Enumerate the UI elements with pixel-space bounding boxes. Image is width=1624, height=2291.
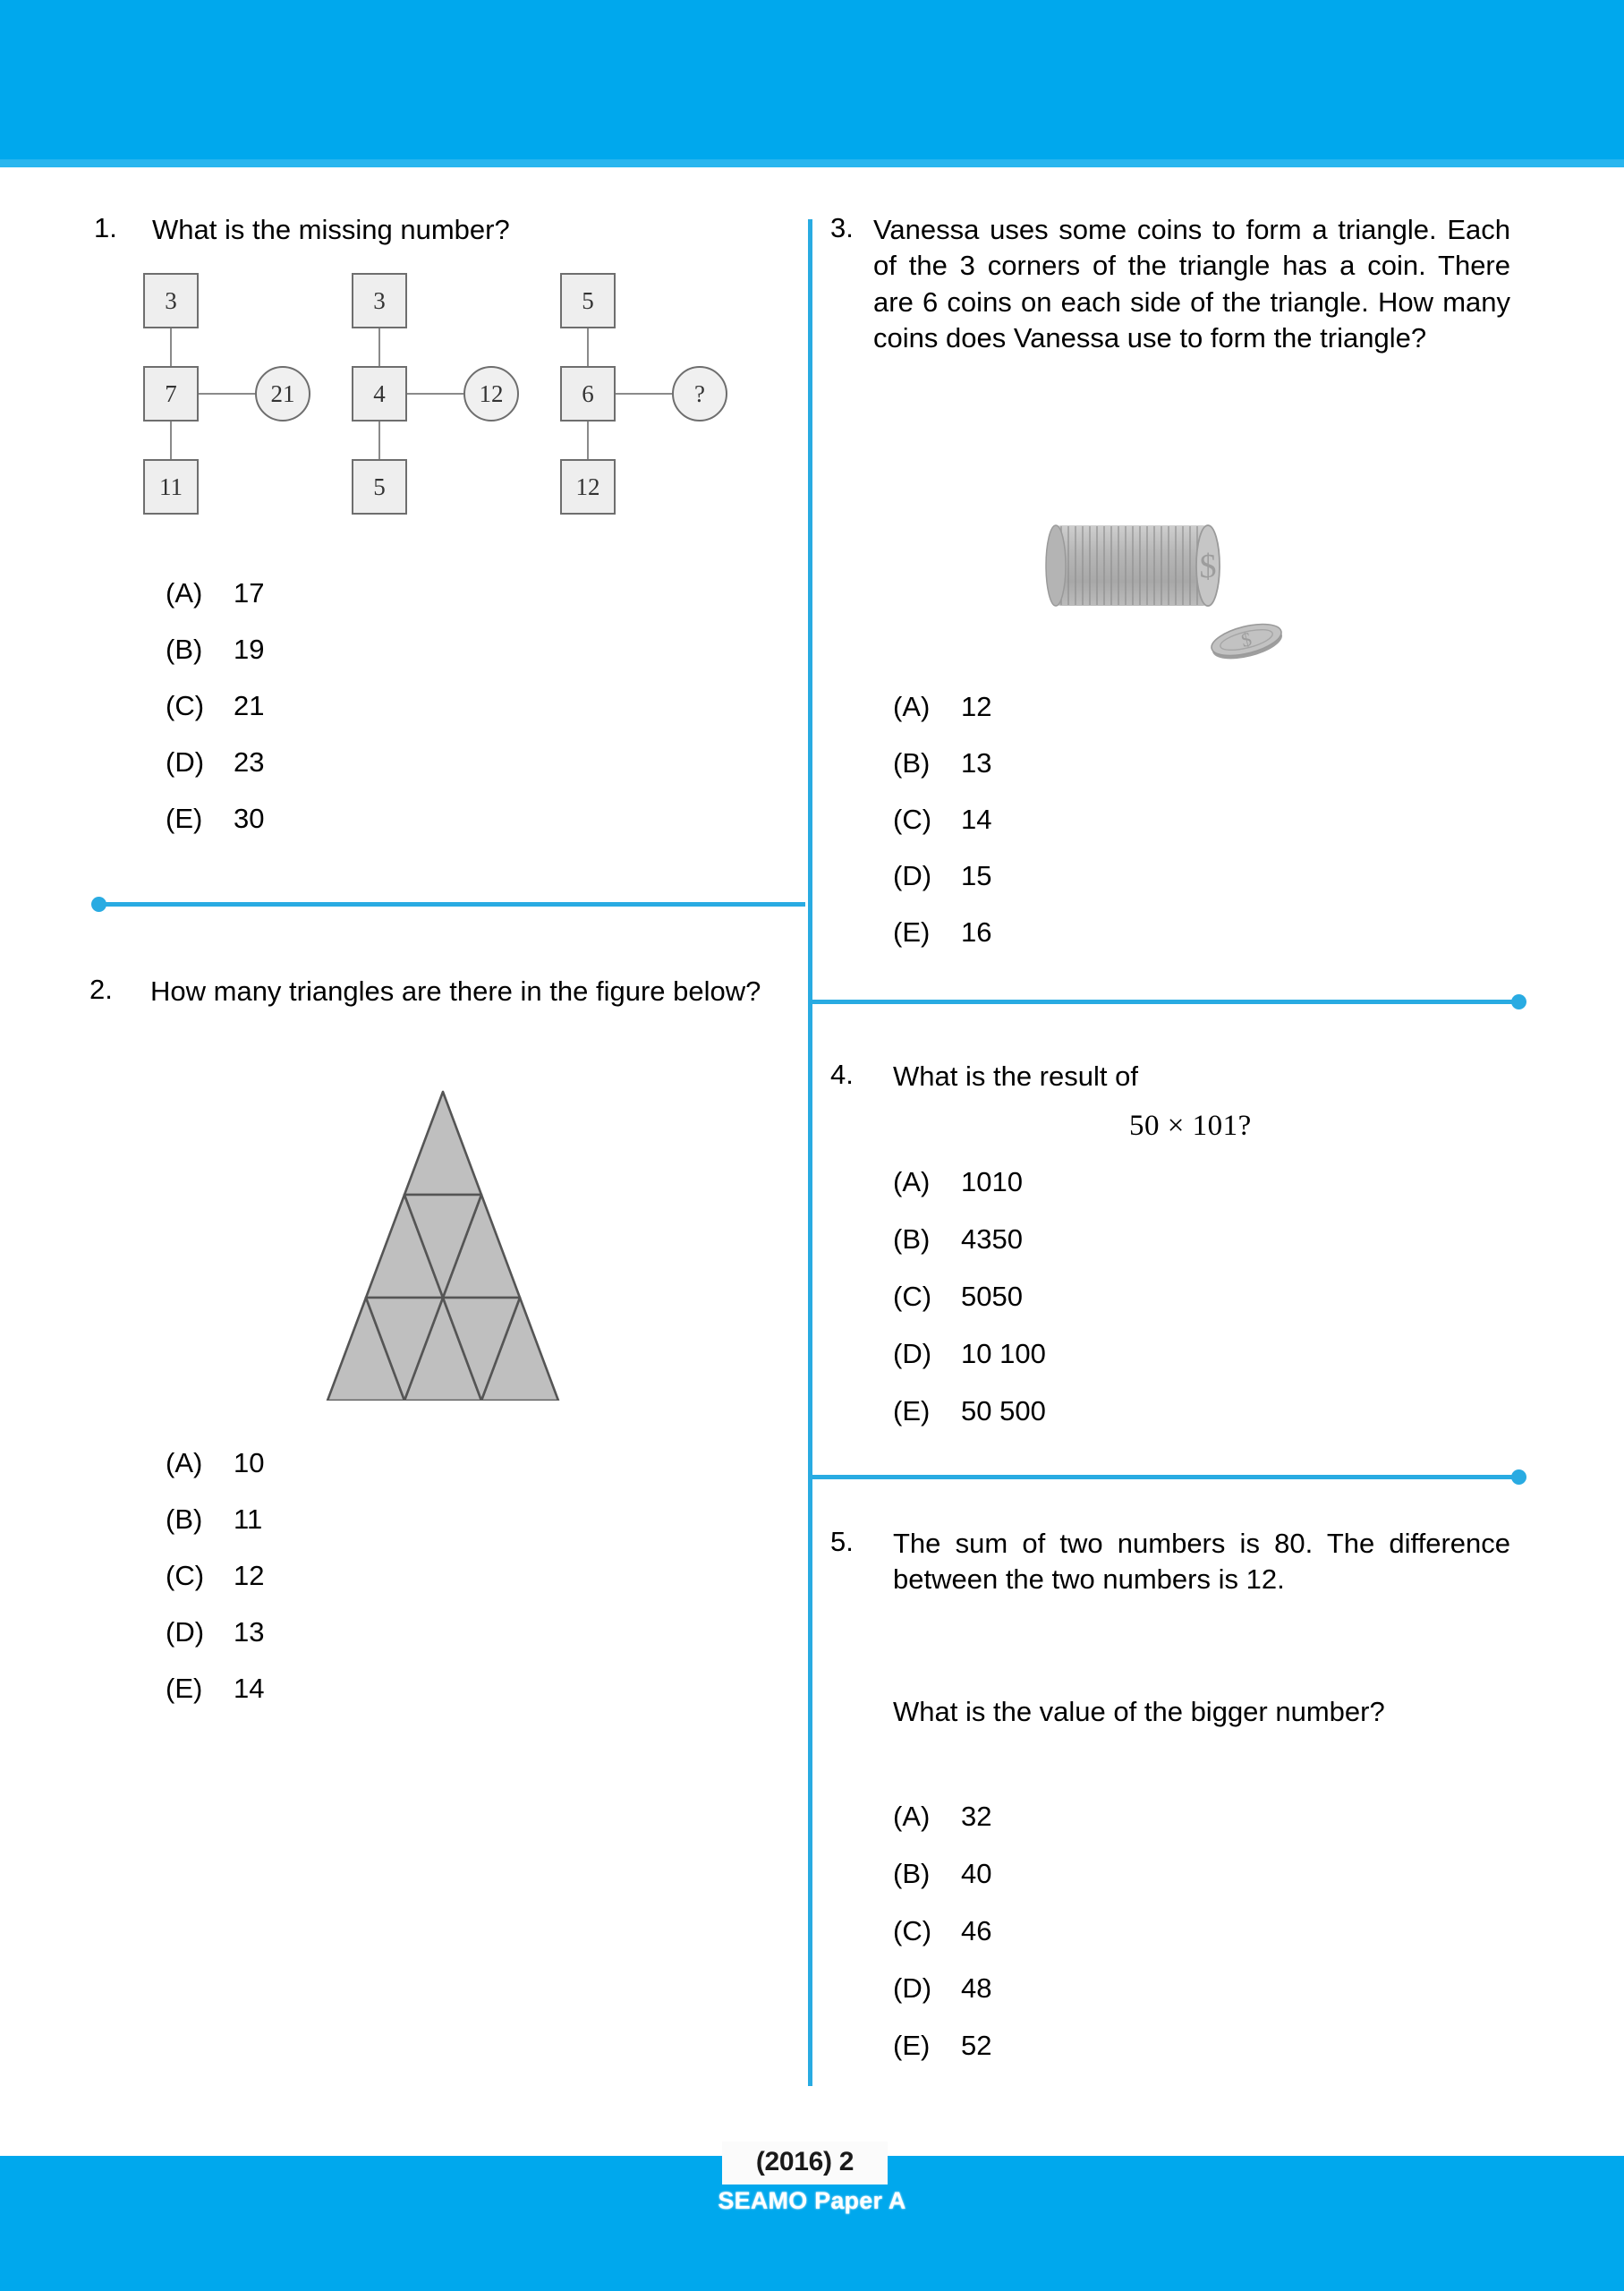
diagram-connector — [170, 422, 172, 459]
option-value: 17 — [234, 577, 265, 609]
option-row[interactable] — [893, 1801, 991, 1858]
diagram-connector — [616, 393, 672, 395]
separator-left-1 — [94, 902, 805, 907]
diagram-connector — [587, 422, 589, 459]
question-4-number: 4. — [830, 1059, 854, 1090]
diagram-box-bottom-3: 12 — [560, 459, 616, 515]
question-2-options — [166, 1447, 264, 1729]
option-value: 21 — [234, 690, 265, 721]
option-row[interactable] — [893, 1858, 991, 1915]
option-value: 5050 — [961, 1281, 1023, 1312]
option-label: (D) — [893, 860, 932, 891]
option-row[interactable] — [166, 1616, 264, 1673]
option-value: 32 — [961, 1801, 992, 1832]
question-5 — [830, 1526, 1510, 1598]
option-value: 52 — [961, 2030, 992, 2061]
option-value: 30 — [234, 803, 265, 834]
option-row[interactable] — [893, 1972, 991, 2030]
option-label: (E) — [893, 1395, 931, 1427]
top-banner — [0, 0, 1624, 159]
separator-right-2 — [812, 1475, 1524, 1479]
diagram-circle-2: 12 — [463, 366, 519, 422]
option-label: (E) — [166, 803, 203, 834]
column-divider — [808, 219, 812, 2086]
option-row[interactable] — [166, 634, 264, 690]
option-value: 19 — [234, 634, 265, 665]
option-label: (A) — [166, 577, 203, 609]
option-row[interactable] — [166, 803, 264, 859]
diagram-connector — [587, 328, 589, 366]
footer-paper-title: SEAMO Paper A — [718, 2187, 906, 2214]
option-label: (D) — [166, 746, 205, 778]
option-label: (C) — [166, 1560, 205, 1591]
subdivided-triangle-svg — [251, 1078, 635, 1401]
option-row[interactable] — [166, 577, 264, 634]
option-value: 16 — [961, 916, 992, 948]
diagram-connector — [407, 393, 463, 395]
coin-stack-svg — [1020, 506, 1306, 667]
question-1-figure — [143, 273, 769, 515]
option-row[interactable] — [166, 1560, 264, 1616]
question-3-text: Vanessa uses some coins to form a triangle. Each of the 3 corners of the triangle has a coin. There are 6 coins on each side of the triangle. How many coins does Vanessa use to form the triangle? — [873, 214, 1510, 353]
option-row[interactable] — [166, 1447, 264, 1503]
option-value: 14 — [961, 804, 992, 835]
option-value: 12 — [961, 691, 992, 722]
question-3-options — [893, 691, 991, 973]
option-value: 13 — [961, 747, 992, 779]
question-2-figure — [251, 1078, 635, 1401]
question-4-header — [830, 1059, 1510, 1094]
top-banner-underline — [0, 159, 1624, 167]
option-label: (E) — [893, 916, 931, 948]
option-label: (B) — [166, 634, 203, 665]
separator-right-1 — [812, 1000, 1524, 1004]
option-row[interactable] — [166, 746, 264, 803]
option-label: (C) — [893, 1281, 932, 1312]
option-label: (B) — [893, 747, 931, 779]
triangle-cell — [404, 1092, 481, 1195]
diagram-circle-3: ? — [672, 366, 727, 422]
question-3-number: 3. — [830, 212, 854, 243]
question-2-text: How many triangles are there in the figure below? — [150, 975, 761, 1007]
question-5-text-secondary: What is the value of the bigger number? — [893, 1696, 1385, 1727]
diagram-box-top-3: 5 — [560, 273, 616, 328]
option-label: (A) — [893, 1166, 931, 1197]
option-value: 50 500 — [961, 1395, 1046, 1427]
option-value: 1010 — [961, 1166, 1023, 1197]
question-4 — [830, 1059, 1510, 1094]
question-2-header — [89, 974, 769, 1009]
option-label: (B) — [893, 1223, 931, 1255]
question-2-number: 2. — [89, 974, 113, 1005]
option-label: (A) — [893, 1801, 931, 1832]
diagram-connector — [378, 422, 380, 459]
option-label: (D) — [166, 1616, 205, 1648]
footer-page-number: (2016) 2 — [755, 2147, 855, 2176]
option-value: 40 — [961, 1858, 992, 1889]
diagram-box-middle-3: 6 — [560, 366, 616, 422]
option-label: (A) — [166, 1447, 203, 1478]
option-row[interactable] — [893, 1223, 1046, 1281]
option-value: 11 — [234, 1503, 263, 1535]
option-value: 14 — [234, 1673, 265, 1704]
option-row[interactable] — [893, 1281, 1046, 1338]
option-row[interactable] — [893, 1395, 1046, 1452]
option-value: 23 — [234, 746, 265, 778]
option-row[interactable] — [893, 916, 991, 973]
question-4-text: What is the result of — [893, 1060, 1138, 1092]
option-row[interactable] — [166, 1503, 264, 1560]
diagram-box-middle-2: 4 — [352, 366, 407, 422]
option-row[interactable] — [166, 690, 264, 746]
diagram-box-middle-1: 7 — [143, 366, 199, 422]
option-row[interactable] — [893, 2030, 991, 2087]
question-3-header — [830, 212, 1510, 356]
option-value: 48 — [961, 1972, 992, 2004]
option-value: 4350 — [961, 1223, 1023, 1255]
option-label: (B) — [893, 1858, 931, 1889]
diagram-box-top-2: 3 — [352, 273, 407, 328]
option-label: (C) — [166, 690, 205, 721]
question-5-number: 5. — [830, 1526, 854, 1557]
separator-dot — [91, 897, 106, 912]
option-label: (D) — [893, 1338, 932, 1369]
question-5-header — [830, 1526, 1510, 1598]
option-label: (E) — [893, 2030, 931, 2061]
diagram-connector — [199, 393, 255, 395]
option-label: (E) — [166, 1673, 203, 1704]
question-1 — [94, 212, 756, 248]
question-1-header — [94, 212, 756, 248]
option-row[interactable] — [893, 860, 991, 916]
option-row[interactable] — [893, 1166, 1046, 1223]
diagram-circle-1: 21 — [255, 366, 310, 422]
question-3 — [830, 212, 1510, 356]
diagram-box-bottom-2: 5 — [352, 459, 407, 515]
question-2 — [89, 974, 769, 1009]
coin-roll — [1046, 525, 1220, 606]
question-4-expression: 50 × 101? — [1129, 1110, 1252, 1142]
option-value: 13 — [234, 1616, 265, 1648]
option-value: 12 — [234, 1560, 265, 1591]
question-4-options — [893, 1166, 1046, 1452]
option-label: (B) — [166, 1503, 203, 1535]
option-row[interactable] — [166, 1673, 264, 1729]
diagram-box-bottom-1: 11 — [143, 459, 199, 515]
separator-dot — [1511, 1469, 1526, 1485]
option-label: (A) — [893, 691, 931, 722]
dollar-sign-icon: $ — [1199, 548, 1217, 585]
option-label: (C) — [893, 804, 932, 835]
option-row[interactable] — [893, 804, 991, 860]
separator-dot — [1511, 994, 1526, 1009]
question-5-text-primary: The sum of two numbers is 80. The difference between the two numbers is 12. — [893, 1528, 1510, 1596]
option-row[interactable] — [893, 747, 991, 804]
option-value: 15 — [961, 860, 992, 891]
option-value: 10 — [234, 1447, 265, 1478]
option-label: (D) — [893, 1972, 932, 2004]
question-1-text: What is the missing number? — [152, 214, 510, 245]
option-row[interactable] — [893, 1338, 1046, 1395]
option-label: (C) — [893, 1915, 932, 1946]
question-1-number: 1. — [94, 212, 117, 243]
diagram-connector — [170, 328, 172, 366]
option-row[interactable] — [893, 691, 991, 747]
question-5-options — [893, 1801, 991, 2087]
option-value: 10 100 — [961, 1338, 1046, 1369]
diagram-box-top-1: 3 — [143, 273, 199, 328]
single-coin — [1209, 618, 1286, 665]
question-3-figure — [1020, 506, 1306, 667]
option-row[interactable] — [893, 1915, 991, 1972]
dollar-sign-icon: $ — [1238, 627, 1254, 652]
question-1-options — [166, 577, 264, 859]
diagram-connector — [378, 328, 380, 366]
option-value: 46 — [961, 1915, 992, 1946]
